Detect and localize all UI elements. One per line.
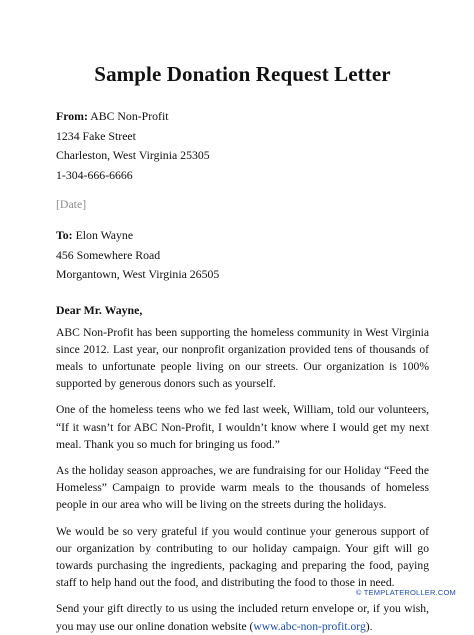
recipient-block bbox=[56, 226, 429, 285]
body-paragraph-3: As the holiday season approaches, we are fundraising for our Holiday “Feed the Homeless” Campaign to provide warm meals to the thousands of homeless people in our area who will be living on the streets during the holidays. bbox=[56, 463, 429, 512]
sender-label: From: bbox=[56, 109, 88, 123]
date-placeholder: [Date] bbox=[56, 197, 87, 211]
donation-website-link[interactable]: www.abc-non-profit.org bbox=[253, 619, 366, 633]
sender-city: Charleston, West Virginia 25305 bbox=[56, 148, 210, 162]
recipient-label: To: bbox=[56, 228, 73, 242]
letter-title: Sample Donation Request Letter bbox=[94, 62, 391, 86]
footer-watermark: © TEMPLATEROLLER.COM bbox=[355, 588, 456, 597]
salutation: Dear Mr. Wayne, bbox=[56, 302, 143, 317]
recipient-city: Morgantown, West Virginia 26505 bbox=[56, 267, 220, 281]
body-paragraph-1: ABC Non-Profit has been supporting the homeless community in West Virginia since 2012. Last year, our nonprofit organization provided tens of thousands of meals to unfortunate people living on our streets. Our organization is 100% supported by generous donors such as yourself. bbox=[56, 325, 429, 391]
body-paragraph-2: One of the homeless teens who we fed last week, William, told our volunteers, “If it wasn’t for ABC Non-Profit, I wouldn’t know where I would get my next meal. Thank you so much for bringing us food.” bbox=[56, 403, 429, 451]
sender-phone: 1-304-666-6666 bbox=[56, 167, 133, 182]
body-paragraph-4: We would be so very grateful if you would continue your generous support of our organization by contributing to our holiday campaign. Your gift will go towards purchasing the ingredients, packaging and preparing the food, paying staff to help hand out the food, and distributing the food to those in need. bbox=[56, 524, 429, 590]
closing-text-before-link: Send your gift directly to us using the included return envelope or, if you wish, you may use our online donation website ( bbox=[56, 602, 429, 633]
recipient-name-line bbox=[56, 226, 429, 246]
sender-name: ABC Non-Profit bbox=[90, 109, 169, 123]
closing-paragraph bbox=[56, 600, 429, 634]
sender-street: 1234 Fake Street bbox=[56, 128, 136, 143]
recipient-name: Elon Wayne bbox=[75, 228, 134, 242]
sender-name-line bbox=[56, 107, 429, 127]
sender-block bbox=[56, 107, 429, 185]
recipient-street: 456 Somewhere Road bbox=[56, 247, 161, 262]
closing-text-after-link: ). bbox=[365, 619, 373, 633]
